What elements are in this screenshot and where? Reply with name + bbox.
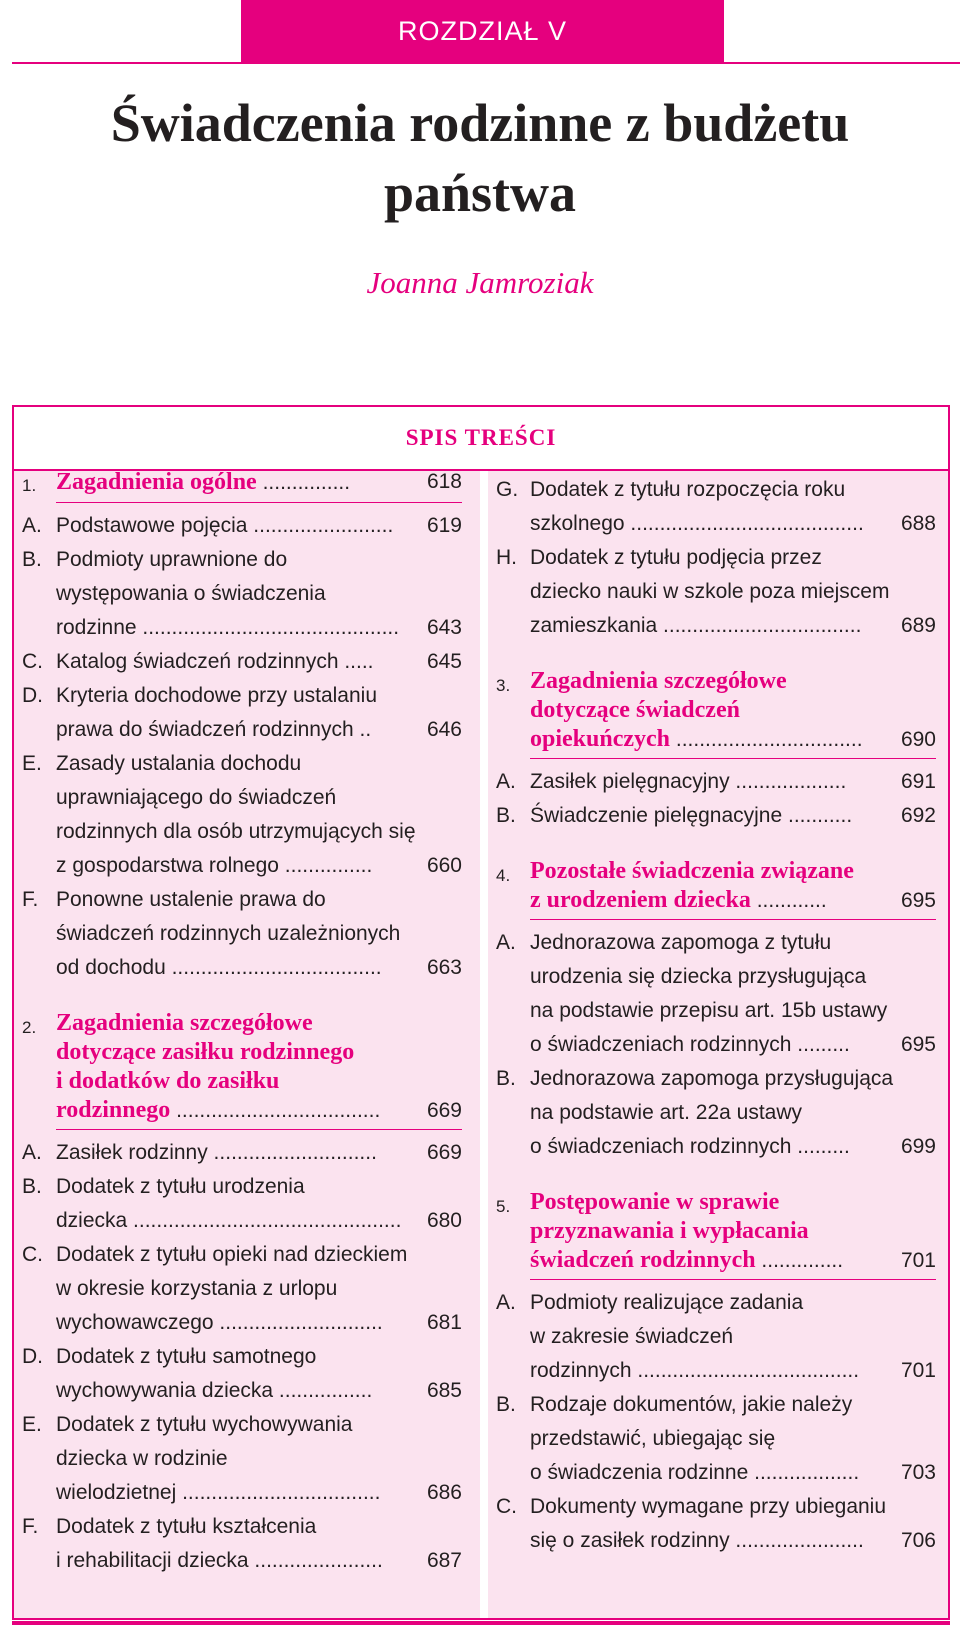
entry-letter: D. <box>22 1345 43 1368</box>
entry-text: się o zasiłek rodzinny ...................... <box>530 1529 864 1552</box>
entry-text: Dodatek z tytułu opieki nad dzieckiem <box>56 1243 408 1266</box>
toc-section-2[interactable] <box>22 1009 462 1130</box>
entry-text: dziecka w rodzinie <box>56 1447 228 1470</box>
entry-text: rodzinnych ...................................... <box>530 1359 860 1382</box>
section-rule <box>530 1279 936 1280</box>
entry-text: Podmioty realizujące zadania <box>530 1291 804 1314</box>
chapter-text: ROZDZIAŁ V <box>397 15 568 46</box>
entry-text: Podstawowe pojęcia ........................ <box>56 514 394 537</box>
leader-dots: ............ <box>756 889 827 912</box>
entry-text: zamieszkania .................................. <box>530 614 862 637</box>
section-number: 4. <box>496 866 511 885</box>
entry-text: z gospodarstwa rolnego ............... <box>56 854 373 877</box>
section-number: 2. <box>22 1018 37 1037</box>
toc-entry-2F[interactable] <box>22 1510 462 1578</box>
toc-entry-2C[interactable] <box>22 1238 462 1340</box>
entry-letter: F. <box>22 888 39 911</box>
page-number: 691 <box>900 770 936 793</box>
page-number: 669 <box>426 1141 462 1164</box>
section-rule <box>56 502 462 503</box>
entry-text: Kryteria dochodowe przy ustalaniu <box>56 684 378 707</box>
toc-entry-2G[interactable] <box>496 473 936 541</box>
page-number: 660 <box>426 854 462 877</box>
section-rule <box>56 1129 462 1130</box>
page-number: 689 <box>900 614 936 637</box>
page-number: 643 <box>426 616 462 639</box>
toc-entry-2E[interactable] <box>22 1408 462 1510</box>
toc-entry-5C[interactable] <box>496 1490 936 1558</box>
toc-section-1[interactable] <box>22 466 462 503</box>
entry-text: w zakresie świadczeń <box>530 1325 734 1348</box>
section-title: przyznawania i wypłacania <box>530 1218 809 1244</box>
section-title: dotyczące zasiłku rodzinnego <box>56 1039 355 1065</box>
leader-dots: ............... <box>262 471 351 494</box>
entry-letter: B. <box>22 1175 42 1198</box>
entry-letter: A. <box>496 1291 516 1314</box>
entry-text: wielodzietnej .................................. <box>56 1481 381 1504</box>
entry-text: od dochodu .................................... <box>56 956 382 979</box>
page-number: 645 <box>426 650 462 673</box>
entry-text: Dodatek z tytułu samotnego <box>56 1345 317 1368</box>
section-title: opiekuńczych <box>530 726 671 752</box>
entry-letter: B. <box>496 1067 516 1090</box>
section-title: dotyczące świadczeń <box>530 697 740 723</box>
section-title: Pozostałe świadczenia związane <box>530 858 854 884</box>
title-line-2: państwa <box>383 163 577 223</box>
entry-text: Dodatek z tytułu rozpoczęcia roku <box>530 478 846 501</box>
toc-entry-1D[interactable] <box>22 679 462 747</box>
toc-entry-5A[interactable] <box>496 1286 936 1388</box>
toc-entry-3B[interactable] <box>496 799 936 833</box>
toc-entry-3A[interactable] <box>496 765 936 799</box>
entry-text: Dodatek z tytułu kształcenia <box>56 1515 317 1538</box>
entry-letter: G. <box>496 478 519 501</box>
entry-text: na podstawie art. 22a ustawy <box>530 1101 802 1124</box>
entry-text: dziecko nauki w szkole poza miejscem <box>530 580 890 603</box>
entry-letter: C. <box>496 1495 517 1518</box>
author-name: Joanna Jamroziak <box>366 265 594 300</box>
entry-text: o świadczeniach rodzinnych ......... <box>530 1033 850 1056</box>
leader-dots: .............. <box>761 1249 844 1272</box>
section-number: 1. <box>22 476 37 495</box>
column-separator <box>480 471 488 1618</box>
entry-text: występowania o świadczenia <box>56 582 326 605</box>
toc-entry-5B[interactable] <box>496 1388 936 1490</box>
entry-text: rodzinnych dla osób utrzymujących się <box>56 820 416 843</box>
toc-entry-2H[interactable] <box>496 541 936 643</box>
page-number: 646 <box>426 718 462 741</box>
leader-dots: ................................ <box>675 728 863 751</box>
entry-text: na podstawie przepisu art. 15b ustawy <box>530 999 888 1022</box>
entry-letter: A. <box>22 514 42 537</box>
entry-letter: D. <box>22 684 43 707</box>
page-number: 687 <box>426 1549 462 1572</box>
entry-letter: A. <box>496 931 516 954</box>
entry-text: Zasiłek pielęgnacyjny ................... <box>530 770 847 793</box>
page-number: 701 <box>900 1359 936 1382</box>
bottom-divider <box>12 1621 950 1625</box>
entry-text: świadczeń rodzinnych uzależnionych <box>56 922 401 945</box>
entry-letter: F. <box>22 1515 39 1538</box>
toc-entry-1F[interactable] <box>22 883 462 985</box>
page-number: 669 <box>426 1099 462 1122</box>
toc-entry-4A[interactable] <box>496 926 936 1062</box>
entry-text: Ponowne ustalenie prawa do <box>56 888 326 911</box>
section-title: i dodatków do zasiłku <box>56 1068 280 1094</box>
chapter-label <box>241 0 724 62</box>
entry-text: o świadczeniach rodzinnych ......... <box>530 1135 850 1158</box>
section-title: Zagadnienia ogólne <box>56 469 257 495</box>
section-number: 3. <box>496 676 511 695</box>
entry-text: szkolnego ........................................ <box>530 512 864 535</box>
entry-text: Jednorazowa zapomoga z tytułu <box>530 931 832 954</box>
entry-text: urodzenia się dziecka przysługująca <box>530 965 867 988</box>
entry-text: dziecka .............................................. <box>56 1209 402 1232</box>
page-number: 685 <box>426 1379 462 1402</box>
section-title: rodzinnego <box>56 1097 171 1123</box>
top-divider <box>12 62 960 64</box>
toc-heading: SPIS TREŚCI <box>405 425 557 450</box>
entry-text: i rehabilitacji dziecka ...................... <box>56 1549 383 1572</box>
entry-letter: E. <box>22 1413 42 1436</box>
entry-text: Jednorazowa zapomoga przysługująca <box>530 1067 894 1090</box>
toc-entry-2A[interactable] <box>22 1136 462 1170</box>
entry-text: Podmioty uprawnione do <box>56 548 288 571</box>
entry-text: prawa do świadczeń rodzinnych .. <box>56 718 372 741</box>
entry-letter: B. <box>496 804 516 827</box>
page-number: 701 <box>900 1249 936 1272</box>
section-rule <box>530 758 936 759</box>
page-number: 618 <box>426 470 462 493</box>
entry-letter: H. <box>496 546 517 569</box>
entry-text: Rodzaje dokumentów, jakie należy <box>530 1393 853 1416</box>
title-line-1: Świadczenia rodzinne z budżetu <box>110 93 850 153</box>
entry-text: w okresie korzystania z urlopu <box>56 1277 338 1300</box>
page-number: 619 <box>426 514 462 537</box>
page-number: 706 <box>900 1529 936 1552</box>
toc-entry-1B[interactable] <box>22 543 462 645</box>
entry-text: wychowywania dziecka ................ <box>56 1379 373 1402</box>
entry-text: Świadczenie pielęgnacyjne ........... <box>530 804 853 827</box>
toc-entry-1A[interactable] <box>22 509 462 543</box>
toc-entry-4B[interactable] <box>496 1062 936 1164</box>
entry-text: rodzinne ............................................ <box>56 616 400 639</box>
toc-section-4[interactable] <box>496 857 936 920</box>
entry-letter: E. <box>22 752 42 775</box>
toc-left-column <box>22 466 462 1578</box>
entry-text: Zasiłek rodzinny ............................ <box>56 1141 377 1164</box>
page-number: 681 <box>426 1311 462 1334</box>
entry-text: Katalog świadczeń rodzinnych ..... <box>56 650 374 673</box>
entry-text: Dokumenty wymagane przy ubieganiu <box>530 1495 887 1518</box>
entry-text: Dodatek z tytułu urodzenia <box>56 1175 305 1198</box>
section-title: z urodzeniem dziecka <box>530 887 751 913</box>
entry-letter: B. <box>496 1393 516 1416</box>
page-number: 686 <box>426 1481 462 1504</box>
page-number: 690 <box>900 728 936 751</box>
toc-entry-1C[interactable] <box>22 645 462 679</box>
entry-text: o świadczenia rodzinne .................. <box>530 1461 860 1484</box>
toc-section-3[interactable] <box>496 667 936 759</box>
entry-text: wychowawczego ............................ <box>56 1311 383 1334</box>
section-title: Zagadnienia szczegółowe <box>530 668 787 694</box>
entry-letter: C. <box>22 650 43 673</box>
page-number: 688 <box>900 512 936 535</box>
entry-text: Dodatek z tytułu podjęcia przez <box>530 546 822 569</box>
page-title <box>0 88 960 228</box>
page-number: 663 <box>426 956 462 979</box>
entry-text: przedstawić, ubiegając się <box>530 1427 776 1450</box>
entry-text: Zasady ustalania dochodu <box>56 752 302 775</box>
section-title: Postępowanie w sprawie <box>530 1189 780 1215</box>
toc-entry-1E[interactable] <box>22 747 462 883</box>
toc-section-5[interactable] <box>496 1188 936 1280</box>
entry-letter: B. <box>22 548 42 571</box>
entry-letter: A. <box>496 770 516 793</box>
page-number: 695 <box>900 1033 936 1056</box>
entry-letter: A. <box>22 1141 42 1164</box>
toc-right-column <box>496 473 936 1558</box>
section-rule <box>530 919 936 920</box>
section-title: Zagadnienia szczegółowe <box>56 1010 313 1036</box>
entry-text: Dodatek z tytułu wychowywania <box>56 1413 353 1436</box>
section-number: 5. <box>496 1197 511 1216</box>
page-number: 680 <box>426 1209 462 1232</box>
entry-letter: C. <box>22 1243 43 1266</box>
toc-header <box>14 407 948 471</box>
page-number: 703 <box>900 1461 936 1484</box>
page-number: 695 <box>900 889 936 912</box>
toc-entry-2D[interactable] <box>22 1340 462 1408</box>
page-number: 692 <box>900 804 936 827</box>
toc-entry-2B[interactable] <box>22 1170 462 1238</box>
entry-text: uprawniającego do świadczeń <box>56 786 337 809</box>
leader-dots: ................................... <box>176 1099 381 1122</box>
section-title: świadczeń rodzinnych <box>530 1247 756 1273</box>
page-number: 699 <box>900 1135 936 1158</box>
